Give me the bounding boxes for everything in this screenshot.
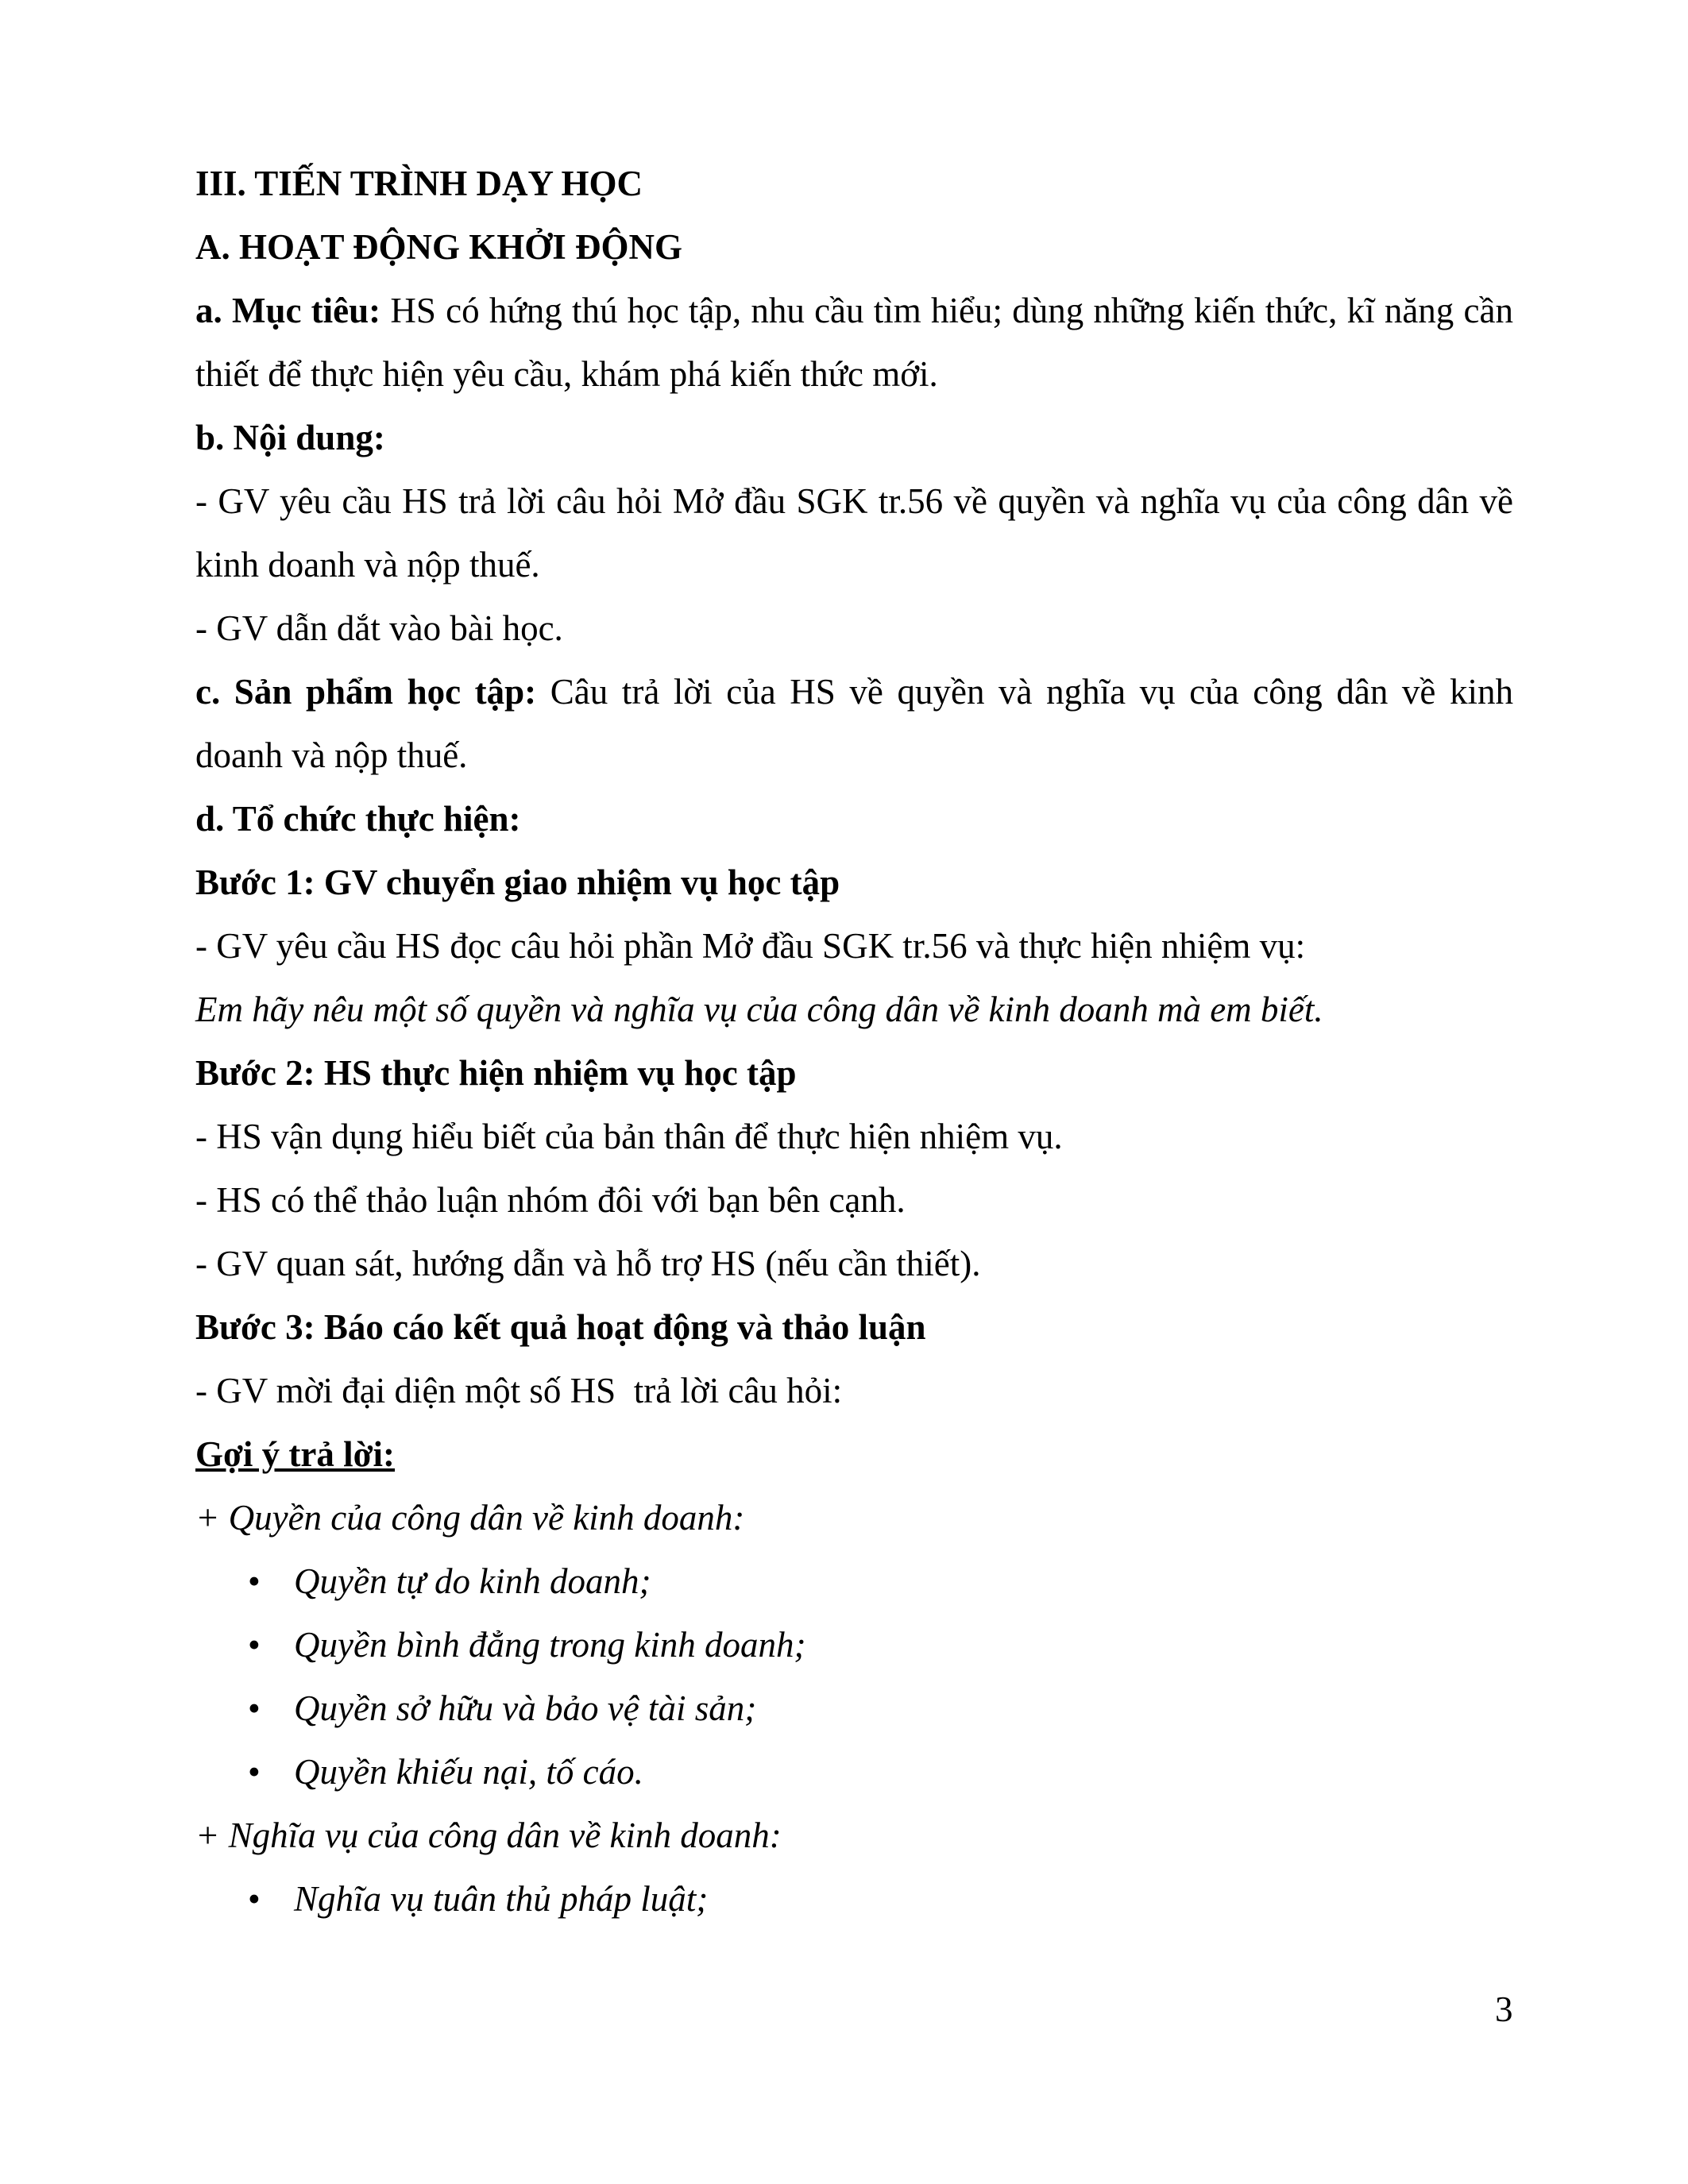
main-heading: III. TIẾN TRÌNH DẠY HỌC bbox=[195, 164, 643, 203]
to-chuc-label: d. Tổ chức thực hiện: bbox=[195, 799, 521, 839]
list-item-text: Nghĩa vụ tuân thủ pháp luật; bbox=[294, 1879, 709, 1919]
buoc-1-question: Em hãy nêu một số quyền và nghĩa vụ của công dân về kinh doanh mà em biết. bbox=[195, 990, 1323, 1029]
muc-tieu-label: a. Mục tiêu: bbox=[195, 291, 381, 330]
buoc-2-item: - HS có thể thảo luận nhóm đôi với bạn bên cạnh. bbox=[195, 1180, 906, 1220]
buoc-2-item: - GV quan sát, hướng dẫn và hỗ trợ HS (nếu cần thiết). bbox=[195, 1244, 981, 1283]
nghia-vu-list-item bbox=[195, 1867, 1513, 1931]
quyen-list-item bbox=[195, 1677, 1513, 1740]
bullet-icon: • bbox=[248, 1879, 261, 1919]
san-pham-text: Câu trả lời của HS về quyền và nghĩa vụ của công dân về kinh doanh và nộp thuế. bbox=[195, 672, 1513, 775]
san-pham-label: c. Sản phẩm học tập: bbox=[195, 672, 537, 712]
san-pham-paragraph bbox=[195, 660, 1513, 787]
document-body bbox=[195, 152, 1513, 1931]
buoc-3-title: Bước 3: Báo cáo kết quả hoạt động và thảo luận bbox=[195, 1307, 926, 1347]
buoc-2-title: Bước 2: HS thực hiện nhiệm vụ học tập bbox=[195, 1053, 797, 1093]
quyen-list-item bbox=[195, 1613, 1513, 1677]
list-item-text: Quyền khiếu nại, tố cáo. bbox=[294, 1752, 643, 1792]
bullet-icon: • bbox=[248, 1752, 261, 1792]
nghia-vu-title: + Nghĩa vụ của công dân về kinh doanh: bbox=[195, 1815, 782, 1855]
bullet-icon: • bbox=[248, 1561, 261, 1601]
page-number: 3 bbox=[1495, 1989, 1513, 2029]
quyen-title: + Quyền của công dân về kinh doanh: bbox=[195, 1498, 745, 1538]
list-item-text: Quyền bình đẳng trong kinh doanh; bbox=[294, 1625, 806, 1665]
noi-dung-label: b. Nội dung: bbox=[195, 418, 385, 457]
noi-dung-item: - GV dẫn dắt vào bài học. bbox=[195, 608, 563, 648]
muc-tieu-paragraph bbox=[195, 279, 1513, 406]
noi-dung-item: - GV yêu cầu HS trả lời câu hỏi Mở đầu SGK tr.56 về quyền và nghĩa vụ của công dân về kinh doanh và nộp thuế. bbox=[195, 481, 1513, 585]
bullet-icon: • bbox=[248, 1625, 261, 1665]
quyen-list-item bbox=[195, 1549, 1513, 1613]
buoc-1-line: - GV yêu cầu HS đọc câu hỏi phần Mở đầu SGK tr.56 và thực hiện nhiệm vụ: bbox=[195, 926, 1306, 966]
quyen-list-item bbox=[195, 1740, 1513, 1804]
buoc-1-title: Bước 1: GV chuyển giao nhiệm vụ học tập bbox=[195, 862, 840, 902]
list-item-text: Quyền tự do kinh doanh; bbox=[294, 1561, 651, 1601]
buoc-2-item: - HS vận dụng hiểu biết của bản thân để thực hiện nhiệm vụ. bbox=[195, 1117, 1063, 1156]
section-heading: A. HOẠT ĐỘNG KHỞI ĐỘNG bbox=[195, 227, 682, 267]
goi-y-label: Gợi ý trả lời: bbox=[195, 1434, 396, 1474]
buoc-3-line: - GV mời đại diện một số HS trả lời câu hỏi: bbox=[195, 1371, 843, 1410]
bullet-icon: • bbox=[248, 1688, 261, 1728]
muc-tieu-text: HS có hứng thú học tập, nhu cầu tìm hiểu; dùng những kiến thức, kĩ năng cần thiết để thực hiện yêu cầu, khám phá kiến thức mới. bbox=[195, 291, 1513, 394]
list-item-text: Quyền sở hữu và bảo vệ tài sản; bbox=[294, 1688, 757, 1728]
